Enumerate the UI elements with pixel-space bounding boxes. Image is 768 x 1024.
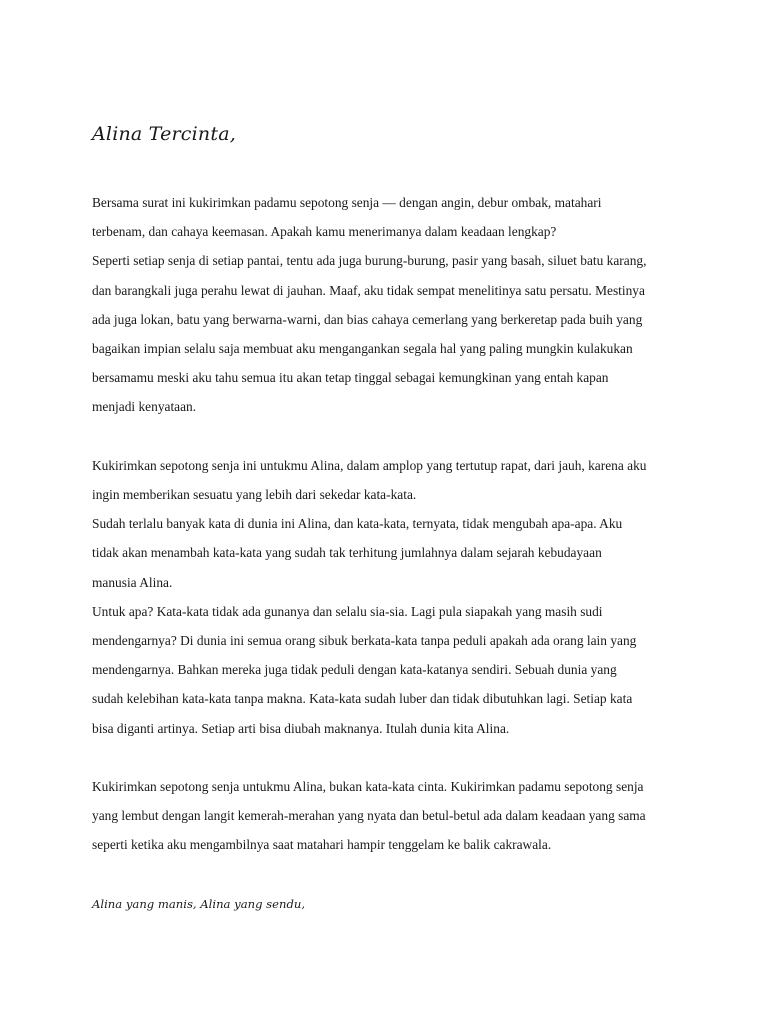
paragraph-1-line-4: dan barangkali juga perahu lewat di jauhan. Maaf, aku tidak sempat menelitinya satu persatu. Mestinya (92, 282, 645, 298)
paragraph-2-line-4: tidak akan menambah kata-kata yang sudah tak terhitung jumlahnya dalam sejarah kebudayaan (92, 545, 602, 561)
letter-closing: Alina yang manis, Alina yang sendu, (92, 897, 306, 911)
paragraph-2-line-7: mendengarnya? Di dunia ini semua orang sibuk berkata-kata tanpa peduli apakah ada orang lain yang (92, 633, 637, 649)
paragraph-1-line-6: bagaikan impian selalu saja membuat aku mengangankan segala hal yang paling mungkin kulakukan (92, 341, 633, 357)
paragraph-2-line-2: ingin memberikan sesuatu yang lebih dari sekedar kata-kata. (92, 487, 417, 503)
paragraph-1-line-8: menjadi kenyataan. (92, 399, 197, 415)
paragraph-2-line-9: sudah kelebihan kata-kata tanpa makna. Kata-kata sudah luber dan tidak dibutuhkan lagi. Setiap kata (92, 691, 633, 707)
paragraph-spacer (92, 743, 692, 772)
paragraph-2-line-8: mendengarnya. Bahkan mereka juga tidak peduli dengan kata-katanya sendiri. Sebuah dunia yang (92, 662, 617, 678)
paragraph-2-line-6: Untuk apa? Kata-kata tidak ada gunanya dan selalu sia-sia. Lagi pula siapakah yang masih sudi (92, 603, 603, 619)
paragraph-spacer (92, 422, 692, 451)
paragraph-1-line-3: Seperti setiap senja di setiap pantai, tentu ada juga burung-burung, pasir yang basah, siluet batu karang, (92, 253, 647, 269)
paragraph-1-line-5: ada juga lokan, batu yang berwarna-warni, dan bias cahaya cemerlang yang berkeretap pada buih yang (92, 311, 643, 327)
paragraph-1-line-2: terbenam, dan cahaya keemasan. Apakah kamu menerimanya dalam keadaan lengkap? (92, 224, 557, 240)
paragraph-2-line-1: Kukirimkan sepotong senja ini untukmu Alina, dalam amplop yang tertutup rapat, dari jauh, karena aku (92, 457, 647, 473)
paragraph-2-line-10: bisa diganti artinya. Setiap arti bisa diubah maknanya. Itulah dunia kita Alina. (92, 720, 510, 736)
paragraph-3-line-3: seperti ketika aku mengambilnya saat matahari hampir tenggelam ke balik cakrawala. (92, 837, 552, 853)
paragraph-3-line-1: Kukirimkan sepotong senja untukmu Alina, bukan kata-kata cinta. Kukirimkan padamu sepotong senja (92, 779, 644, 795)
paragraph-2-line-5: manusia Alina. (92, 574, 173, 590)
letter-salutation: Alina Tercinta, (92, 123, 236, 145)
paragraph-1-line-7: bersamamu meski aku tahu semua itu akan tetap tinggal sebagai kemungkinan yang entah kapan (92, 370, 609, 386)
letter-body (92, 188, 692, 860)
paragraph-2-line-3: Sudah terlalu banyak kata di dunia ini Alina, dan kata-kata, ternyata, tidak mengubah apa-apa. Aku (92, 516, 623, 532)
paragraph-3-line-2: yang lembut dengan langit kemerah-merahan yang nyata dan betul-betul ada dalam keadaan yang sama (92, 808, 646, 824)
paragraph-1-line-1: Bersama surat ini kukirimkan padamu sepotong senja — dengan angin, debur ombak, matahari (92, 195, 602, 210)
